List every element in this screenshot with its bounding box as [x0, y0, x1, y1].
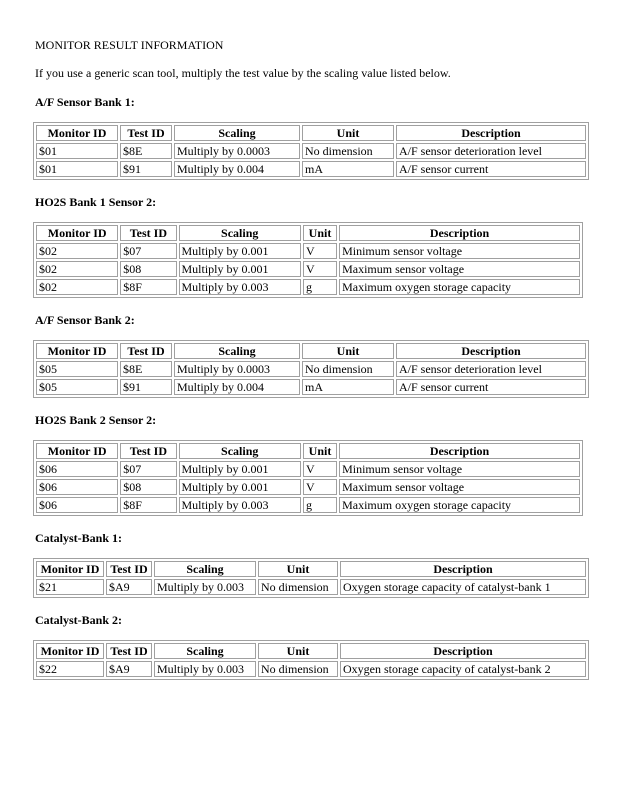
column-header: Unit: [302, 125, 394, 141]
table-cell: Multiply by 0.004: [174, 379, 300, 395]
column-header: Unit: [258, 561, 338, 577]
column-header: Monitor ID: [36, 225, 118, 241]
table-cell: No dimension: [302, 361, 394, 377]
section-heading: Catalyst-Bank 1:: [35, 531, 123, 545]
table-header-row: [36, 443, 580, 459]
column-header: Scaling: [179, 225, 301, 241]
monitor-table: [33, 340, 589, 398]
table-cell: $8E: [120, 361, 172, 377]
monitor-table: [33, 558, 589, 598]
table-cell: $21: [36, 579, 104, 595]
section-heading: Catalyst-Bank 2:: [35, 613, 123, 627]
table-cell: A/F sensor current: [396, 161, 586, 177]
table-cell: V: [303, 261, 337, 277]
table-row: [36, 161, 586, 177]
table-cell: Multiply by 0.0003: [174, 361, 300, 377]
table-cell: $08: [120, 479, 176, 495]
table-cell: Minimum sensor voltage: [339, 243, 580, 259]
column-header: Test ID: [120, 225, 176, 241]
column-header: Unit: [258, 643, 338, 659]
table-cell: Multiply by 0.003: [154, 661, 256, 677]
column-header: Scaling: [179, 443, 301, 459]
table-cell: $8F: [120, 497, 176, 513]
table-header-row: [36, 125, 586, 141]
table-cell: $8E: [120, 143, 172, 159]
table-cell: Multiply by 0.0003: [174, 143, 300, 159]
table-cell: $91: [120, 161, 172, 177]
table-cell: g: [303, 279, 337, 295]
table-cell: Maximum sensor voltage: [339, 479, 580, 495]
table-header-row: [36, 225, 580, 241]
table-cell: Maximum sensor voltage: [339, 261, 580, 277]
column-header: Monitor ID: [36, 443, 118, 459]
table-cell: No dimension: [258, 661, 338, 677]
column-header: Scaling: [154, 643, 256, 659]
table-row: [36, 579, 586, 595]
table-cell: $07: [120, 461, 176, 477]
table-cell: $8F: [120, 279, 176, 295]
table-cell: $08: [120, 261, 176, 277]
column-header: Description: [396, 125, 586, 141]
table-cell: Maximum oxygen storage capacity: [339, 279, 580, 295]
table-row: [36, 379, 586, 395]
table-cell: V: [303, 479, 337, 495]
table-cell: $A9: [106, 661, 152, 677]
table-cell: Multiply by 0.003: [179, 497, 301, 513]
table-cell: Maximum oxygen storage capacity: [339, 497, 580, 513]
table-row: [36, 279, 580, 295]
table-cell: $01: [36, 143, 118, 159]
column-header: Test ID: [106, 561, 152, 577]
table-cell: Oxygen storage capacity of catalyst-bank 2: [340, 661, 586, 677]
column-header: Description: [339, 443, 580, 459]
table-cell: A/F sensor deterioration level: [396, 361, 586, 377]
table-cell: Multiply by 0.001: [179, 461, 301, 477]
monitor-table: [33, 640, 589, 680]
table-cell: V: [303, 461, 337, 477]
sections-container: [35, 95, 585, 680]
column-header: Scaling: [174, 125, 300, 141]
column-header: Monitor ID: [36, 125, 118, 141]
monitor-table: [33, 122, 589, 180]
column-header: Test ID: [120, 125, 172, 141]
table-cell: $05: [36, 379, 118, 395]
table-header-row: [36, 561, 586, 577]
column-header: Monitor ID: [36, 643, 104, 659]
table-cell: $01: [36, 161, 118, 177]
table-row: [36, 243, 580, 259]
column-header: Unit: [302, 343, 394, 359]
column-header: Description: [340, 643, 586, 659]
column-header: Test ID: [106, 643, 152, 659]
document-title: MONITOR RESULT INFORMATION: [35, 38, 224, 52]
table-row: [36, 461, 580, 477]
column-header: Monitor ID: [36, 561, 104, 577]
column-header: Test ID: [120, 443, 176, 459]
table-cell: $22: [36, 661, 104, 677]
monitor-table: [33, 222, 583, 298]
column-header: Description: [340, 561, 586, 577]
document-body: [35, 38, 585, 680]
table-cell: Minimum sensor voltage: [339, 461, 580, 477]
table-header-row: [36, 343, 586, 359]
table-cell: Oxygen storage capacity of catalyst-bank 1: [340, 579, 586, 595]
section-heading: HO2S Bank 1 Sensor 2:: [35, 195, 157, 209]
table-cell: $02: [36, 261, 118, 277]
table-cell: Multiply by 0.003: [179, 279, 301, 295]
column-header: Scaling: [154, 561, 256, 577]
table-cell: A/F sensor current: [396, 379, 586, 395]
section-heading: HO2S Bank 2 Sensor 2:: [35, 413, 157, 427]
column-header: Description: [339, 225, 580, 241]
table-cell: $06: [36, 479, 118, 495]
table-cell: Multiply by 0.001: [179, 243, 301, 259]
table-cell: $A9: [106, 579, 152, 595]
table-cell: A/F sensor deterioration level: [396, 143, 586, 159]
table-cell: Multiply by 0.003: [154, 579, 256, 595]
column-header: Unit: [303, 443, 337, 459]
table-cell: Multiply by 0.001: [179, 261, 301, 277]
section-heading: A/F Sensor Bank 1:: [35, 95, 135, 109]
table-cell: g: [303, 497, 337, 513]
table-cell: Multiply by 0.001: [179, 479, 301, 495]
table-row: [36, 479, 580, 495]
table-row: [36, 261, 580, 277]
table-cell: $07: [120, 243, 176, 259]
table-cell: mA: [302, 161, 394, 177]
table-cell: No dimension: [302, 143, 394, 159]
monitor-table: [33, 440, 583, 516]
column-header: Test ID: [120, 343, 172, 359]
table-row: [36, 143, 586, 159]
section-heading: A/F Sensor Bank 2:: [35, 313, 135, 327]
table-cell: mA: [302, 379, 394, 395]
table-cell: $02: [36, 243, 118, 259]
table-header-row: [36, 643, 586, 659]
column-header: Monitor ID: [36, 343, 118, 359]
column-header: Scaling: [174, 343, 300, 359]
table-cell: $06: [36, 497, 118, 513]
table-cell: Multiply by 0.004: [174, 161, 300, 177]
table-cell: $91: [120, 379, 172, 395]
column-header: Unit: [303, 225, 337, 241]
table-row: [36, 497, 580, 513]
table-cell: V: [303, 243, 337, 259]
table-row: [36, 361, 586, 377]
intro-text: If you use a generic scan tool, multiply the test value by the scaling value listed below.: [35, 66, 451, 80]
column-header: Description: [396, 343, 586, 359]
table-cell: $05: [36, 361, 118, 377]
table-cell: $06: [36, 461, 118, 477]
table-row: [36, 661, 586, 677]
table-cell: $02: [36, 279, 118, 295]
table-cell: No dimension: [258, 579, 338, 595]
